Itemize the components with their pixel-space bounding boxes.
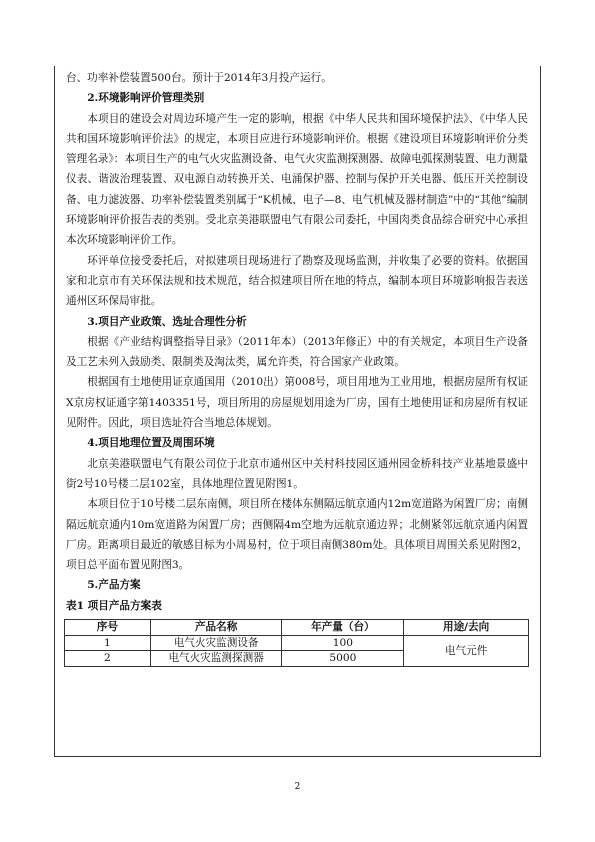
paragraph-eia-process: 环评单位接受委托后，对拟建项目现场进行了勘察及现场监测，并收集了必要的资料。依据国家和北京市有关环保法规和技术规范，结合拟建项目所在地的特点，编制本项目环境影响报告表送通州区环保局审批。 [66,254,528,308]
paragraph-eia-basis: 本项目的建设会对周边环境产生一定的影响，根据《中华人民共和国环境保护法》、《中华人民共和国环境影响评价法》的规定，本项目应进行环境影响评价。根据《建设项目环境影响评价分类管理名录》：本项目生产的电气火灾监测设备、电气火灾监测探测器、故障电弧探测装置、电力测量仪表、谐波治理装置、双电源自动转换开关、电涌保护器、控制与保护开关电器、低压开关控制设备、电力滤波器、功率补偿装置类别属于“K机械、电子—8、电气机械及器材制造”中的“其他”编制环境影响评价报告表的类别。受北京美港联盟电气有限公司委托，中国肉类食品综合研究中心承担本次环境影响评价工作。 [66,112,528,247]
table-caption: 表1 项目产品方案表 [66,599,162,612]
header-use: 用途/去向 [404,620,529,636]
paragraph-surroundings: 本项目位于10号楼二层东南侧，项目所在楼体东侧隔远航京通内12m宽道路为闲置厂房；南侧隔远航京通内10m宽道路为闲置厂房；西侧隔4m空地为远航京通边界；北侧紧邻远航京通内闲置厂房。距离项目最近的敏感目标为小周易村，位于项目南侧380m处。具体项目周围关系见附图2，项目总平面布置见附图3。 [66,498,528,572]
cell-annual-output: 5000 [282,651,404,667]
cell-no: 2 [65,651,151,667]
section-heading-5: 5.产品方案 [87,579,141,592]
paragraph-location: 北京美港联盟电气有限公司位于北京市通州区中关村科技园区通州园金桥科技产业基地景盛中街2号10号楼二层102室，具体地理位置见附图1。 [66,457,528,490]
table-header-row [65,620,529,636]
cell-use: 电气元件 [404,635,529,666]
header-annual-output: 年产量（台） [282,620,404,636]
section-heading-3: 3.项目产业政策、选址合理性分析 [87,315,247,328]
paragraph-land-use: 根据国有土地使用证京通国用（2010出）第008号，项目用地为工业用地，根据房屋所有权证X京房权证通字第1403351号，项目所用的房屋规划用途为厂房，国有土地使用证和房屋所有权证见附件。因此，项目选址符合当地总体规划。 [66,376,528,430]
cell-product-name: 电气火灾监测探测器 [150,651,282,667]
table-row [65,635,529,651]
paragraph-intro-tail: 台、功率补偿装置500台。预计于2014年3月投产运行。 [66,72,332,84]
document-body [66,68,528,667]
cell-product-name: 电气火灾监测设备 [150,635,282,651]
page-number: 2 [294,782,301,792]
product-table [64,619,529,667]
paragraph-industry-policy: 根据《产业结构调整指导目录》（2011年本）（2013年修正）中的有关规定，本项目生产设备及工艺未列入鼓励类、限制类及淘汰类，属允许类，符合国家产业政策。 [66,335,528,369]
header-no: 序号 [65,620,151,636]
cell-annual-output: 100 [282,635,404,651]
section-heading-4: 4.项目地理位置及周围环境 [87,437,215,450]
header-product-name: 产品名称 [150,620,282,636]
section-heading-2: 2.环境影响评价管理类别 [87,92,205,105]
cell-no: 1 [65,635,151,651]
